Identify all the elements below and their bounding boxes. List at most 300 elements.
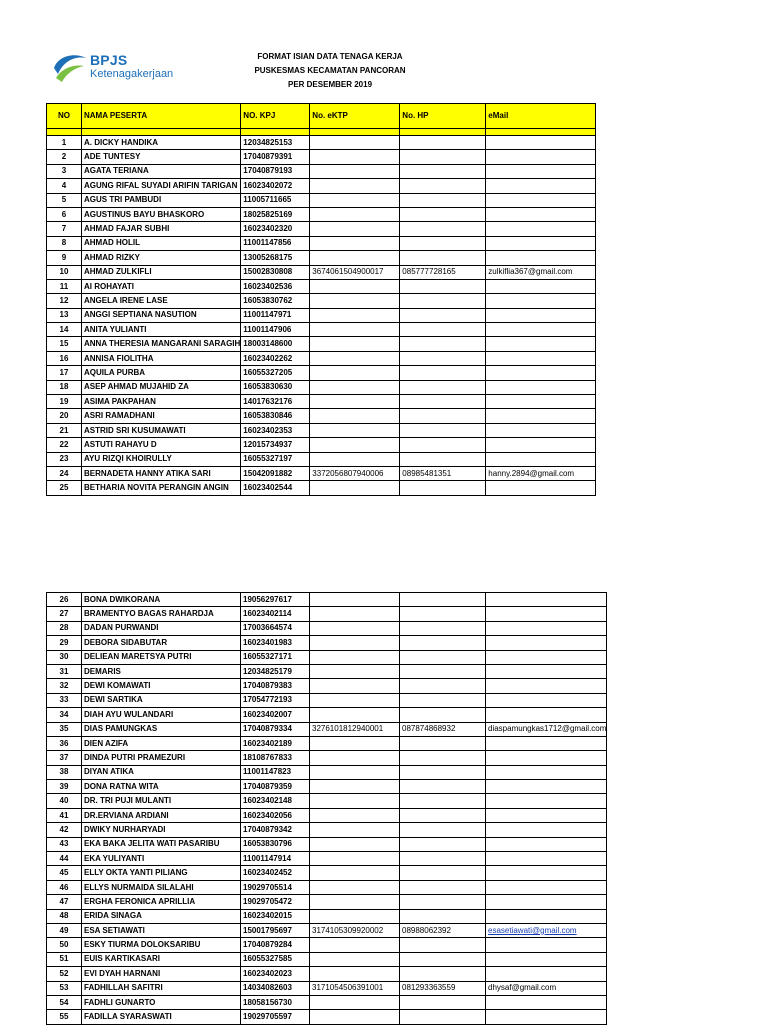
row-number-cell: 30 xyxy=(47,650,82,664)
email-cell xyxy=(486,164,596,178)
email-cell xyxy=(486,294,596,308)
table-row xyxy=(47,452,596,466)
row-number-cell: 28 xyxy=(47,621,82,635)
phone-cell xyxy=(400,236,486,250)
spacer-cell xyxy=(47,129,82,136)
phone-cell xyxy=(400,395,486,409)
name-cell: DIYAN ATIKA xyxy=(82,765,241,779)
ektp-cell xyxy=(310,995,400,1009)
email-cell xyxy=(486,952,607,966)
ektp-cell xyxy=(310,938,400,952)
kpj-cell: 16023402056 xyxy=(241,808,310,822)
ektp-cell: 3171054506391001 xyxy=(310,981,400,995)
kpj-cell: 14017632176 xyxy=(241,395,310,409)
phone-cell xyxy=(400,895,486,909)
name-cell: ERIDA SINAGA xyxy=(82,909,241,923)
name-cell: DR. TRI PUJI MULANTI xyxy=(82,794,241,808)
name-cell: DR.ERVIANA ARDIANI xyxy=(82,808,241,822)
kpj-cell: 16023402536 xyxy=(241,279,310,293)
kpj-cell: 16023402320 xyxy=(241,222,310,236)
table-row xyxy=(47,923,607,937)
email-cell xyxy=(486,279,596,293)
email-cell xyxy=(486,909,607,923)
ektp-cell xyxy=(310,909,400,923)
email-cell xyxy=(486,251,596,265)
table-row xyxy=(47,967,607,981)
email-cell xyxy=(486,621,607,635)
name-cell: DELIEAN MARETSYA PUTRI xyxy=(82,650,241,664)
kpj-cell: 17054772193 xyxy=(241,693,310,707)
table-row xyxy=(47,481,596,495)
row-number-cell: 45 xyxy=(47,866,82,880)
phone-cell xyxy=(400,636,486,650)
name-cell: FADILLA SYARASWATI xyxy=(82,1010,241,1024)
table-row xyxy=(47,179,596,193)
phone-cell xyxy=(400,751,486,765)
table-row xyxy=(47,423,596,437)
kpj-cell: 19029705472 xyxy=(241,895,310,909)
phone-cell xyxy=(400,207,486,221)
row-number-cell: 26 xyxy=(47,593,82,607)
name-cell: DADAN PURWANDI xyxy=(82,621,241,635)
table-row xyxy=(47,866,607,880)
name-cell: ELLYS NURMAIDA SILALAHI xyxy=(82,880,241,894)
row-number-cell: 10 xyxy=(47,265,82,279)
column-header: No. HP xyxy=(400,104,486,129)
ektp-cell xyxy=(310,808,400,822)
row-number-cell: 27 xyxy=(47,607,82,621)
email-cell xyxy=(486,866,607,880)
ektp-cell xyxy=(310,294,400,308)
phone-cell xyxy=(400,938,486,952)
row-number-cell: 48 xyxy=(47,909,82,923)
row-number-cell: 37 xyxy=(47,751,82,765)
phone-cell xyxy=(400,251,486,265)
email-cell xyxy=(486,765,607,779)
row-number-cell: 33 xyxy=(47,693,82,707)
ektp-cell xyxy=(310,708,400,722)
kpj-cell: 16023402544 xyxy=(241,481,310,495)
phone-cell xyxy=(400,593,486,607)
email-cell xyxy=(486,650,607,664)
name-cell: BRAMENTYO BAGAS RAHARDJA xyxy=(82,607,241,621)
phone-cell xyxy=(400,837,486,851)
phone-cell xyxy=(400,222,486,236)
name-cell: ANGELA IRENE LASE xyxy=(82,294,241,308)
phone-cell xyxy=(400,866,486,880)
kpj-cell: 16023402023 xyxy=(241,967,310,981)
kpj-cell: 11001147856 xyxy=(241,236,310,250)
kpj-cell: 17040879284 xyxy=(241,938,310,952)
name-cell: ANGGI SEPTIANA NASUTION xyxy=(82,308,241,322)
ektp-cell xyxy=(310,251,400,265)
ektp-cell xyxy=(310,207,400,221)
table-row xyxy=(47,938,607,952)
row-number-cell: 41 xyxy=(47,808,82,822)
email-cell xyxy=(486,736,607,750)
table-row xyxy=(47,164,596,178)
kpj-cell: 17040879334 xyxy=(241,722,310,736)
name-cell: DEWI KOMAWATI xyxy=(82,679,241,693)
kpj-cell: 11001147914 xyxy=(241,852,310,866)
table-row xyxy=(47,995,607,1009)
table-row xyxy=(47,693,607,707)
phone-cell xyxy=(400,808,486,822)
phone-cell xyxy=(400,409,486,423)
row-number-cell: 21 xyxy=(47,423,82,437)
kpj-cell: 18058156730 xyxy=(241,995,310,1009)
table-row xyxy=(47,780,607,794)
ektp-cell xyxy=(310,423,400,437)
kpj-cell: 16023402262 xyxy=(241,351,310,365)
phone-cell xyxy=(400,765,486,779)
name-cell: AGUNG RIFAL SUYADI ARIFIN TARIGAN xyxy=(82,179,241,193)
row-number-cell: 5 xyxy=(47,193,82,207)
kpj-cell: 17040879391 xyxy=(241,150,310,164)
row-number-cell: 13 xyxy=(47,308,82,322)
email-cell xyxy=(486,967,607,981)
table-row xyxy=(47,837,607,851)
kpj-cell: 11005711665 xyxy=(241,193,310,207)
kpj-cell: 16055327585 xyxy=(241,952,310,966)
row-number-cell: 2 xyxy=(47,150,82,164)
kpj-cell: 19029705597 xyxy=(241,1010,310,1024)
email-cell xyxy=(486,823,607,837)
name-cell: DWIKY NURHARYADI xyxy=(82,823,241,837)
ektp-cell xyxy=(310,952,400,966)
participants-table-page-1 xyxy=(46,103,596,496)
email-cell xyxy=(486,664,607,678)
kpj-cell: 16023402072 xyxy=(241,179,310,193)
row-number-cell: 32 xyxy=(47,679,82,693)
row-number-cell: 11 xyxy=(47,279,82,293)
table-row xyxy=(47,981,607,995)
email-cell xyxy=(486,923,607,937)
ektp-cell xyxy=(310,866,400,880)
kpj-cell: 17040879193 xyxy=(241,164,310,178)
table-row xyxy=(47,251,596,265)
kpj-cell: 16023401983 xyxy=(241,636,310,650)
phone-cell xyxy=(400,952,486,966)
kpj-cell: 16023402007 xyxy=(241,708,310,722)
email-cell xyxy=(486,837,607,851)
email-cell xyxy=(486,337,596,351)
kpj-cell: 17040879342 xyxy=(241,823,310,837)
email-cell xyxy=(486,438,596,452)
email-cell xyxy=(486,136,596,150)
email-cell xyxy=(486,222,596,236)
table-row xyxy=(47,621,607,635)
kpj-cell: 18025825169 xyxy=(241,207,310,221)
name-cell: ASIMA PAKPAHAN xyxy=(82,395,241,409)
kpj-cell: 16055327171 xyxy=(241,650,310,664)
ektp-cell xyxy=(310,193,400,207)
ektp-cell xyxy=(310,452,400,466)
table-row xyxy=(47,636,607,650)
phone-cell xyxy=(400,481,486,495)
name-cell: DONA RATNA WITA xyxy=(82,780,241,794)
ektp-cell xyxy=(310,323,400,337)
ektp-cell xyxy=(310,279,400,293)
ektp-cell xyxy=(310,751,400,765)
name-cell: ASTRID SRI KUSUMAWATI xyxy=(82,423,241,437)
table-row xyxy=(47,852,607,866)
phone-cell xyxy=(400,337,486,351)
name-cell: DEWI SARTIKA xyxy=(82,693,241,707)
kpj-cell: 16055327205 xyxy=(241,366,310,380)
name-cell: FADHLI GUNARTO xyxy=(82,995,241,1009)
spacer-cell xyxy=(400,129,486,136)
email-cell xyxy=(486,409,596,423)
row-number-cell: 55 xyxy=(47,1010,82,1024)
email-cell: zulkiflia367@gmail.com xyxy=(486,265,596,279)
kpj-cell: 12015734937 xyxy=(241,438,310,452)
ektp-cell xyxy=(310,823,400,837)
kpj-cell: 17003664574 xyxy=(241,621,310,635)
email-cell xyxy=(486,808,607,822)
table-row xyxy=(47,909,607,923)
phone-cell xyxy=(400,438,486,452)
kpj-cell: 16055327197 xyxy=(241,452,310,466)
row-number-cell: 42 xyxy=(47,823,82,837)
phone-cell xyxy=(400,650,486,664)
ektp-cell xyxy=(310,895,400,909)
name-cell: AHMAD RIZKY xyxy=(82,251,241,265)
email-cell: diaspamungkas1712@gmail.com xyxy=(486,722,607,736)
email-cell xyxy=(486,895,607,909)
row-number-cell: 34 xyxy=(47,708,82,722)
name-cell: DEBORA SIDABUTAR xyxy=(82,636,241,650)
table-row xyxy=(47,207,596,221)
table-row xyxy=(47,222,596,236)
kpj-cell: 14034082603 xyxy=(241,981,310,995)
email-cell xyxy=(486,179,596,193)
logo-sub-text: Ketenagakerjaan xyxy=(90,68,174,80)
ektp-cell xyxy=(310,693,400,707)
ektp-cell xyxy=(310,395,400,409)
phone-cell xyxy=(400,708,486,722)
row-number-cell: 44 xyxy=(47,852,82,866)
email-link[interactable]: esasetiawati@gmail.com xyxy=(488,925,577,935)
phone-cell xyxy=(400,736,486,750)
table-row xyxy=(47,351,596,365)
name-cell: ERGHA FERONICA APRILLIA xyxy=(82,895,241,909)
kpj-cell: 11001147971 xyxy=(241,308,310,322)
ektp-cell xyxy=(310,308,400,322)
kpj-cell: 19056297617 xyxy=(241,593,310,607)
row-number-cell: 14 xyxy=(47,323,82,337)
phone-cell: 081293363559 xyxy=(400,981,486,995)
spacer-cell xyxy=(241,129,310,136)
phone-cell xyxy=(400,150,486,164)
table-row xyxy=(47,395,596,409)
table-row xyxy=(47,751,607,765)
email-cell xyxy=(486,593,607,607)
phone-cell xyxy=(400,995,486,1009)
ektp-cell xyxy=(310,236,400,250)
ektp-cell xyxy=(310,664,400,678)
name-cell: AGUS TRI PAMBUDI xyxy=(82,193,241,207)
name-cell: AHMAD FAJAR SUBHI xyxy=(82,222,241,236)
name-cell: DIAS PAMUNGKAS xyxy=(82,722,241,736)
name-cell: AYU RIZQI KHOIRULLY xyxy=(82,452,241,466)
kpj-cell: 11001147906 xyxy=(241,323,310,337)
email-cell xyxy=(486,236,596,250)
kpj-cell: 16023402452 xyxy=(241,866,310,880)
kpj-cell: 16053830846 xyxy=(241,409,310,423)
row-number-cell: 50 xyxy=(47,938,82,952)
email-cell xyxy=(486,679,607,693)
name-cell: ASRI RAMADHANI xyxy=(82,409,241,423)
kpj-cell: 16053830796 xyxy=(241,837,310,851)
table-row xyxy=(47,722,607,736)
column-header: NAMA PESERTA xyxy=(82,104,241,129)
table-row xyxy=(47,193,596,207)
email-cell: hanny.2894@gmail.com xyxy=(486,466,596,480)
ektp-cell: 3174105309920002 xyxy=(310,923,400,937)
email-cell xyxy=(486,351,596,365)
email-cell xyxy=(486,938,607,952)
table-row xyxy=(47,607,607,621)
email-cell xyxy=(486,423,596,437)
row-number-cell: 43 xyxy=(47,837,82,851)
ektp-cell xyxy=(310,136,400,150)
spacer-cell xyxy=(486,129,596,136)
name-cell: EUIS KARTIKASARI xyxy=(82,952,241,966)
phone-cell xyxy=(400,794,486,808)
ektp-cell xyxy=(310,1010,400,1024)
kpj-cell: 17040879383 xyxy=(241,679,310,693)
row-number-cell: 8 xyxy=(47,236,82,250)
ektp-cell xyxy=(310,794,400,808)
row-number-cell: 17 xyxy=(47,366,82,380)
row-number-cell: 18 xyxy=(47,380,82,394)
kpj-cell: 16023402189 xyxy=(241,736,310,750)
kpj-cell: 15042091882 xyxy=(241,466,310,480)
table-header-row xyxy=(47,104,596,129)
phone-cell xyxy=(400,693,486,707)
name-cell: ANNISA FIOLITHA xyxy=(82,351,241,365)
email-cell: dhysaf@gmail.com xyxy=(486,981,607,995)
name-cell: AGUSTINUS BAYU BHASKORO xyxy=(82,207,241,221)
name-cell: EVI DYAH HARNANI xyxy=(82,967,241,981)
ektp-cell xyxy=(310,438,400,452)
phone-cell xyxy=(400,423,486,437)
name-cell: DIAH AYU WULANDARI xyxy=(82,708,241,722)
name-cell: ANITA YULIANTI xyxy=(82,323,241,337)
table-row xyxy=(47,136,596,150)
row-number-cell: 15 xyxy=(47,337,82,351)
row-number-cell: 53 xyxy=(47,981,82,995)
ektp-cell xyxy=(310,621,400,635)
phone-cell xyxy=(400,366,486,380)
phone-cell xyxy=(400,164,486,178)
table-row xyxy=(47,880,607,894)
ektp-cell xyxy=(310,837,400,851)
row-number-cell: 40 xyxy=(47,794,82,808)
bpjs-logo-icon xyxy=(52,52,88,82)
table-row xyxy=(47,236,596,250)
row-number-cell: 3 xyxy=(47,164,82,178)
table-row xyxy=(47,1010,607,1024)
name-cell: EKA YULIYANTI xyxy=(82,852,241,866)
name-cell: DEMARIS xyxy=(82,664,241,678)
row-number-cell: 38 xyxy=(47,765,82,779)
email-cell xyxy=(486,852,607,866)
kpj-cell: 16023402148 xyxy=(241,794,310,808)
ektp-cell: 3674061504900017 xyxy=(310,265,400,279)
kpj-cell: 16023402353 xyxy=(241,423,310,437)
participants-table-page-2 xyxy=(46,592,607,1025)
table-row xyxy=(47,308,596,322)
column-header: NO xyxy=(47,104,82,129)
row-number-cell: 49 xyxy=(47,923,82,937)
name-cell: AHMAD HOLIL xyxy=(82,236,241,250)
kpj-cell: 15002830808 xyxy=(241,265,310,279)
email-cell xyxy=(486,708,607,722)
document-title-line-1: FORMAT ISIAN DATA TENAGA KERJA xyxy=(257,52,403,61)
kpj-cell: 16023402015 xyxy=(241,909,310,923)
phone-cell xyxy=(400,679,486,693)
row-number-cell: 46 xyxy=(47,880,82,894)
phone-cell xyxy=(400,1010,486,1024)
row-number-cell: 52 xyxy=(47,967,82,981)
table-row xyxy=(47,765,607,779)
ektp-cell xyxy=(310,967,400,981)
row-number-cell: 25 xyxy=(47,481,82,495)
name-cell: ESA SETIAWATI xyxy=(82,923,241,937)
table-row xyxy=(47,279,596,293)
row-number-cell: 22 xyxy=(47,438,82,452)
phone-cell xyxy=(400,823,486,837)
name-cell: DINDA PUTRI PRAMEZURI xyxy=(82,751,241,765)
name-cell: AI ROHAYATI xyxy=(82,279,241,293)
table-row xyxy=(47,323,596,337)
email-cell xyxy=(486,995,607,1009)
name-cell: ASEP AHMAD MUJAHID ZA xyxy=(82,380,241,394)
ektp-cell xyxy=(310,164,400,178)
row-number-cell: 24 xyxy=(47,466,82,480)
name-cell: A. DICKY HANDIKA xyxy=(82,136,241,150)
kpj-cell: 13005268175 xyxy=(241,251,310,265)
kpj-cell: 11001147823 xyxy=(241,765,310,779)
kpj-cell: 16053830762 xyxy=(241,294,310,308)
table-row xyxy=(47,466,596,480)
ektp-cell xyxy=(310,607,400,621)
email-cell xyxy=(486,150,596,164)
table-row xyxy=(47,736,607,750)
kpj-cell: 18108767833 xyxy=(241,751,310,765)
ektp-cell xyxy=(310,380,400,394)
phone-cell xyxy=(400,880,486,894)
phone-cell xyxy=(400,179,486,193)
table-row xyxy=(47,952,607,966)
table-row xyxy=(47,380,596,394)
kpj-cell: 12034825153 xyxy=(241,136,310,150)
phone-cell xyxy=(400,621,486,635)
row-number-cell: 54 xyxy=(47,995,82,1009)
ektp-cell xyxy=(310,351,400,365)
row-number-cell: 39 xyxy=(47,780,82,794)
email-cell xyxy=(486,452,596,466)
table-row xyxy=(47,409,596,423)
phone-cell: 08985481351 xyxy=(400,466,486,480)
row-number-cell: 35 xyxy=(47,722,82,736)
ektp-cell xyxy=(310,409,400,423)
document-title-line-3: PER DESEMBER 2019 xyxy=(287,80,373,89)
phone-cell xyxy=(400,909,486,923)
ektp-cell xyxy=(310,636,400,650)
